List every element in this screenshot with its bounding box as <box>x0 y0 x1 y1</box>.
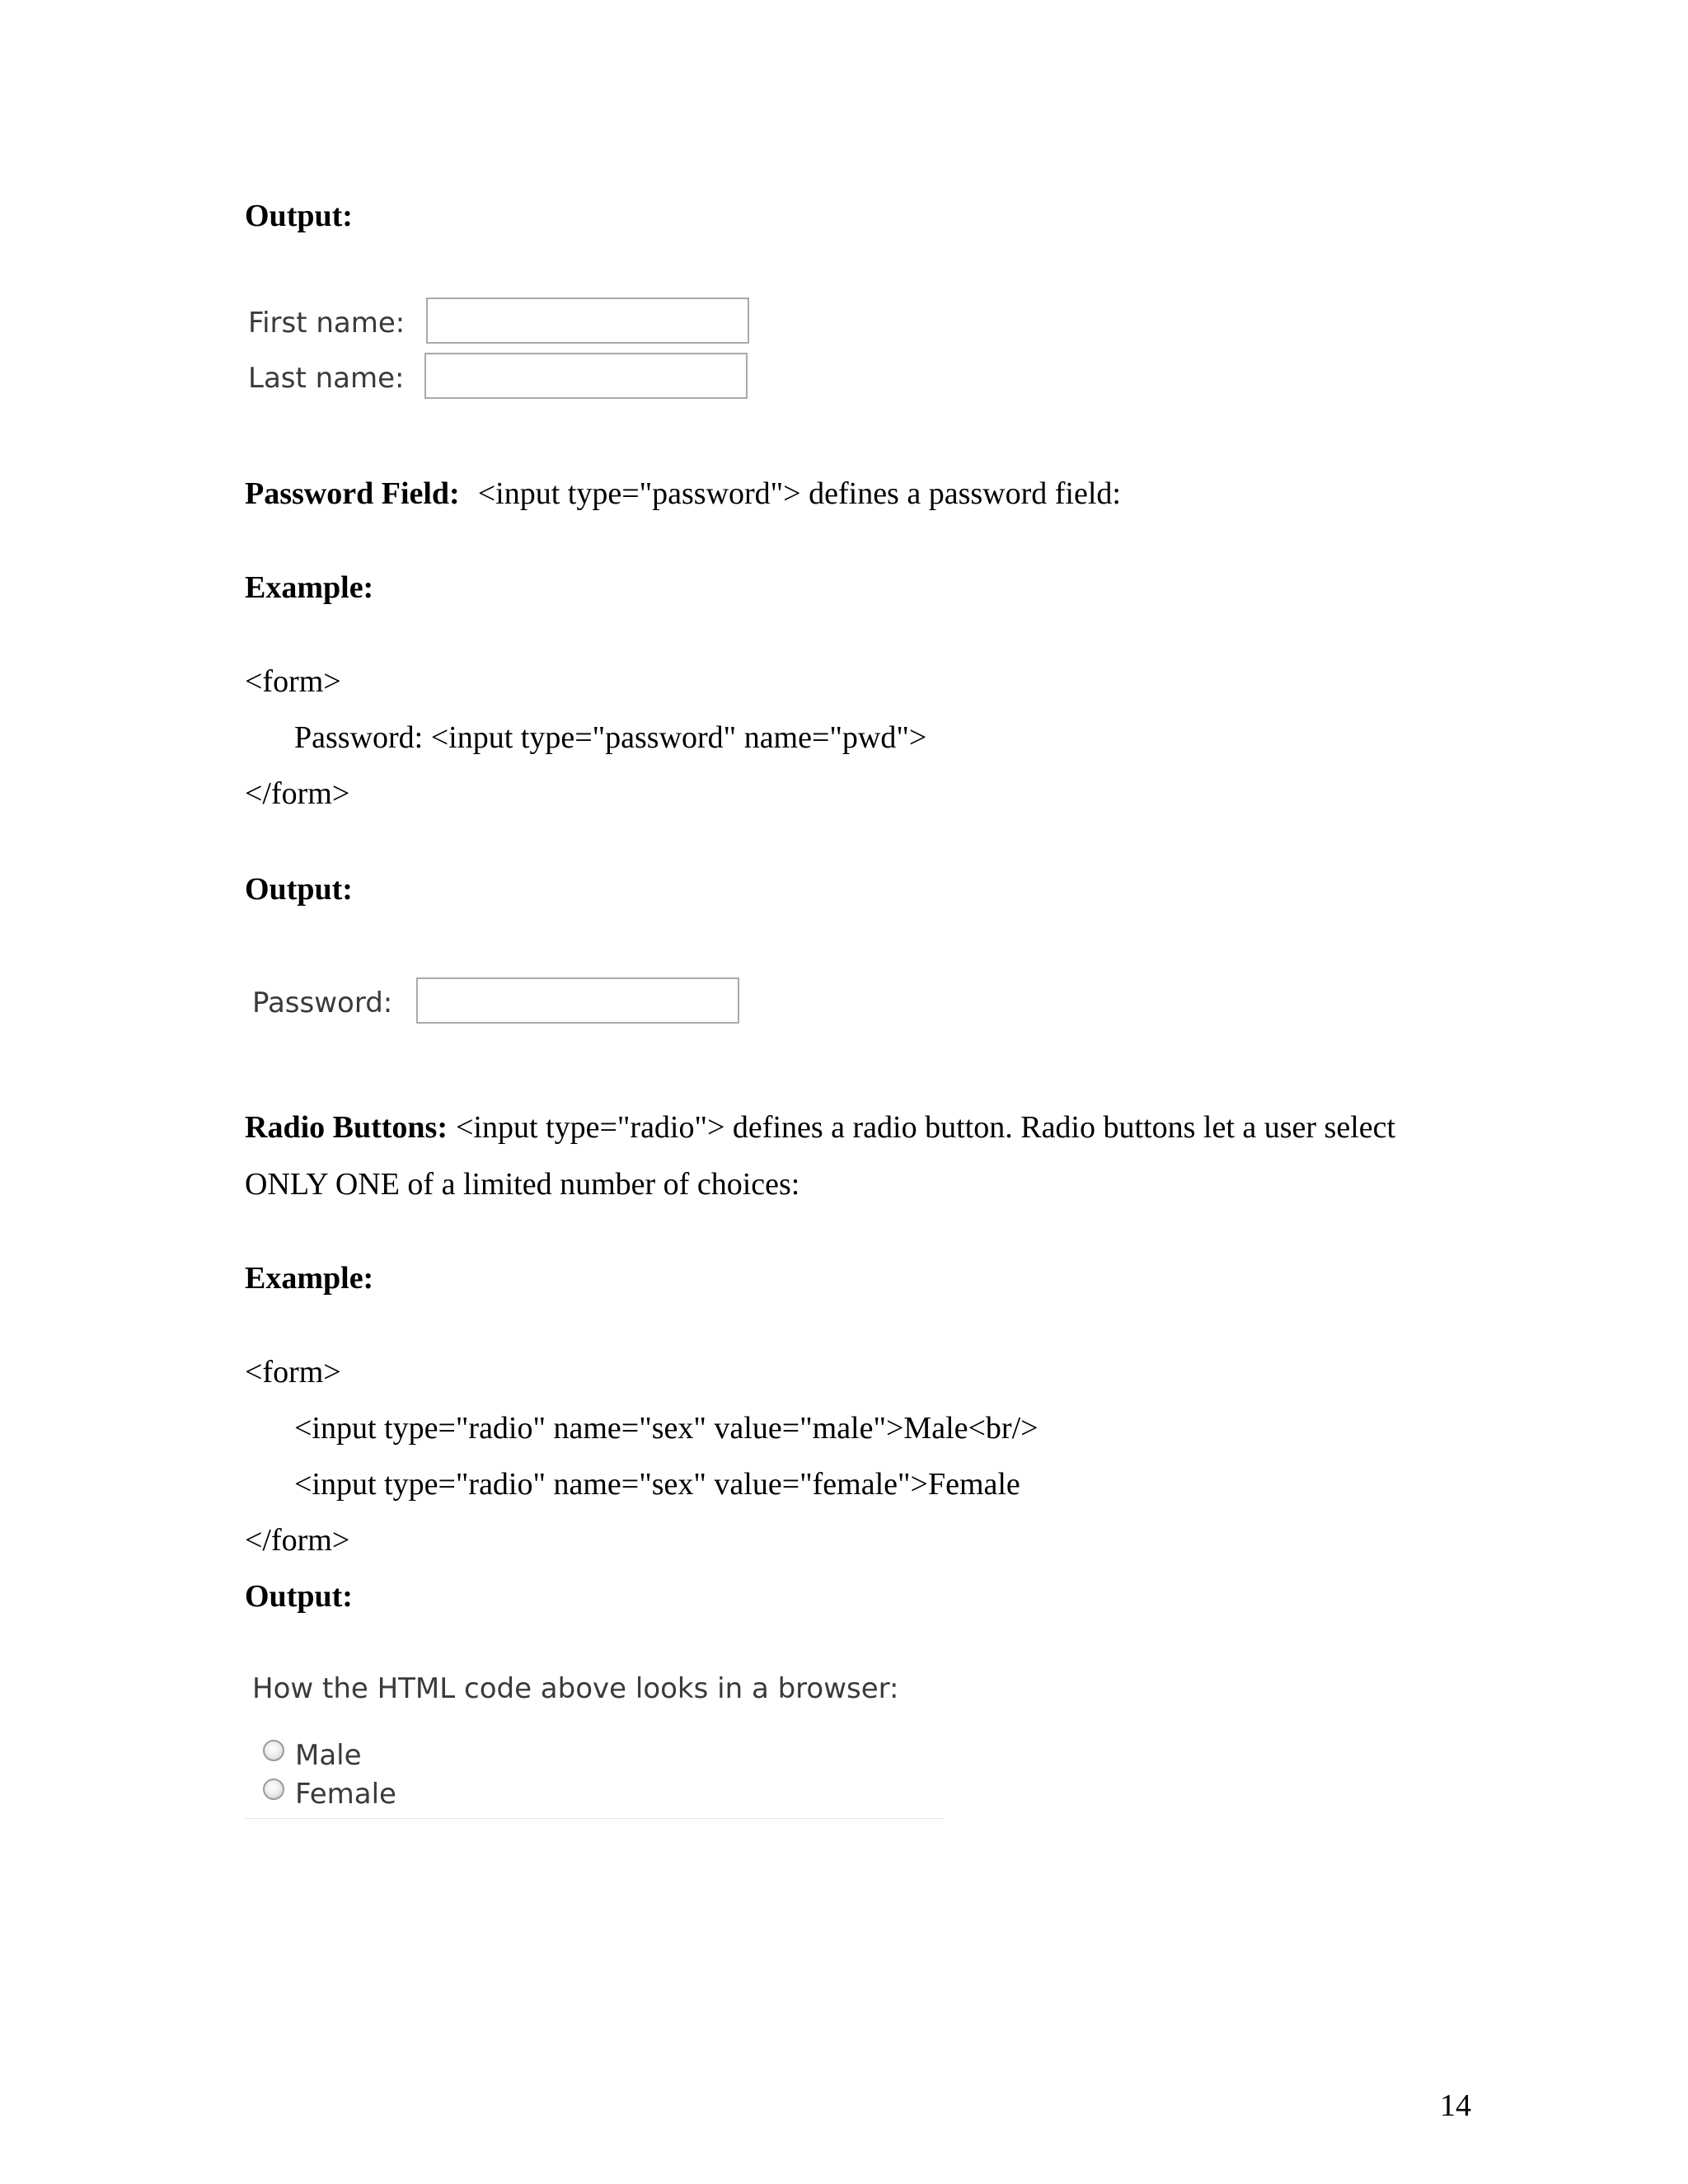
password-intro <box>245 478 1121 509</box>
radio-code-open: <form> <box>245 1355 341 1390</box>
output-heading-3: Output: <box>245 1579 353 1614</box>
first-name-field[interactable] <box>426 298 749 344</box>
radio-description-line1: <input type="radio"> defines a radio button. Radio buttons let a user select <box>456 1110 1396 1145</box>
password-example-heading: Example: <box>245 570 374 605</box>
radio-code-line2: <input type="radio" name="sex" value="female">Female <box>294 1467 1020 1502</box>
last-name-label: Last name: <box>248 362 405 395</box>
browser-caption: How the HTML code above looks in a browser: <box>252 1672 899 1705</box>
radio-heading: Radio Buttons: <box>245 1110 448 1145</box>
password-field[interactable] <box>416 977 739 1024</box>
output-heading-2: Output: <box>245 872 353 907</box>
password-description: <input type="password"> defines a password field: <box>477 476 1121 511</box>
radio-intro-line1 <box>245 1112 1395 1143</box>
radio-example-heading: Example: <box>245 1261 374 1296</box>
password-code-open: <form> <box>245 664 341 699</box>
page-number: 14 <box>1440 2088 1471 2123</box>
last-name-field[interactable] <box>424 353 748 399</box>
password-code-close: </form> <box>245 776 350 811</box>
first-name-label: First name: <box>248 307 406 340</box>
password-code-line: Password: <input type="password" name="pwd"> <box>294 720 927 755</box>
radio-female-label: Female <box>295 1778 396 1811</box>
password-label: Password: <box>252 987 393 1019</box>
radio-male[interactable] <box>263 1740 284 1761</box>
radio-female[interactable] <box>263 1779 284 1800</box>
screenshot-divider <box>245 1818 944 1819</box>
output-heading-1: Output: <box>245 199 353 233</box>
password-heading: Password Field: <box>245 476 460 511</box>
radio-code-line1: <input type="radio" name="sex" value="male">Male<br/> <box>294 1411 1039 1446</box>
radio-code-close: </form> <box>245 1523 350 1558</box>
radio-male-label: Male <box>295 1739 362 1772</box>
radio-description-line2: ONLY ONE of a limited number of choices: <box>245 1167 800 1202</box>
